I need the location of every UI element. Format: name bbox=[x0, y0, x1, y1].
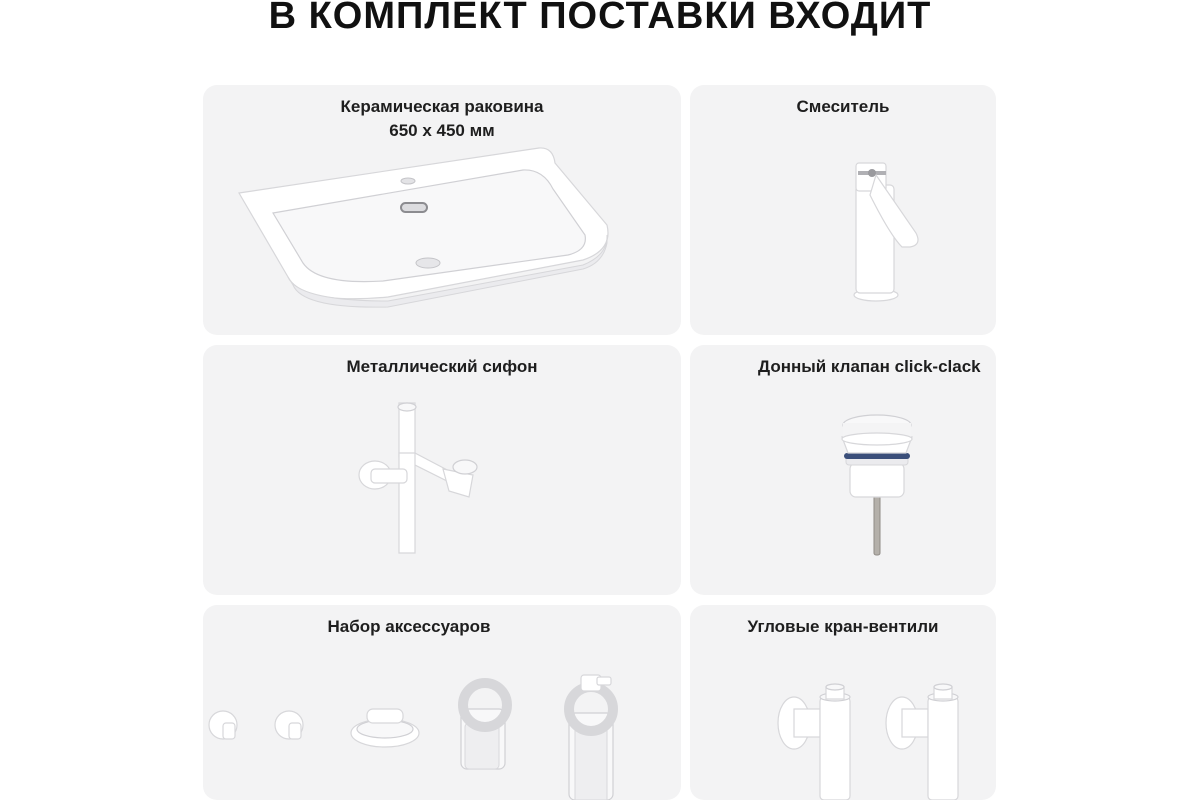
sink-icon bbox=[203, 85, 681, 335]
item-card-siphon bbox=[203, 345, 681, 595]
page-title: В КОМПЛЕКТ ПОСТАВКИ ВХОДИТ bbox=[268, 0, 932, 37]
item-title: Керамическая раковина bbox=[340, 97, 544, 116]
item-card-faucet bbox=[690, 85, 996, 335]
item-card-accessories bbox=[203, 605, 681, 800]
item-label: Смеситель bbox=[796, 97, 890, 116]
faucet-icon bbox=[690, 85, 996, 335]
item-size: 650 x 450 мм bbox=[389, 121, 495, 140]
drain-valve-icon bbox=[690, 345, 996, 595]
item-label: Набор аксессуаров bbox=[327, 617, 491, 636]
siphon-icon bbox=[203, 345, 681, 595]
accessories-icon bbox=[203, 605, 681, 800]
item-label: Угловые кран-вентили bbox=[747, 617, 939, 636]
item-card-drain-valve bbox=[690, 345, 996, 595]
item-card-angle-valves bbox=[690, 605, 996, 800]
item-label: Донный клапан click-clack bbox=[758, 357, 981, 376]
item-card-sink bbox=[203, 85, 681, 335]
item-label: Металлический сифон bbox=[346, 357, 538, 376]
angle-valve-icon bbox=[690, 605, 996, 800]
